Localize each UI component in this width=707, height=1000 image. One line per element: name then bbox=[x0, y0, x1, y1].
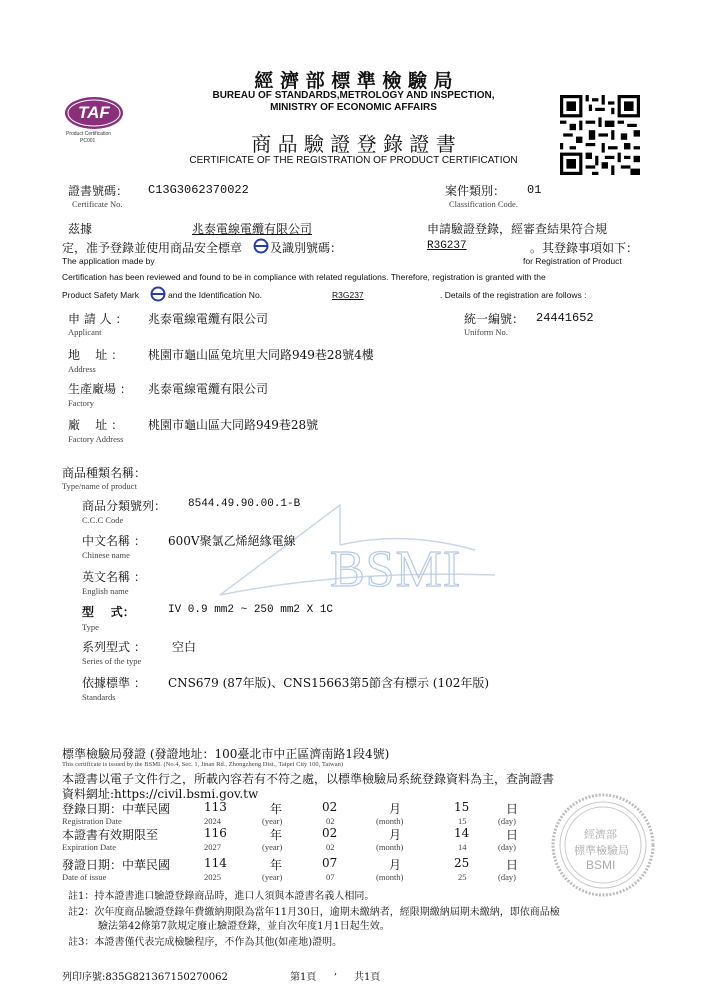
intro-line2-start: 定，准予登錄並使用商品安全標章 bbox=[62, 241, 243, 255]
taf-subtitle: Product Certification bbox=[66, 131, 112, 137]
taf-code: PC001 bbox=[80, 138, 96, 144]
query-url: 資料網址:https://civil.bsmi.gov.tw bbox=[62, 787, 259, 801]
type-label: 型 式： bbox=[82, 605, 135, 619]
ccc-code-label: 商品分類號列： bbox=[82, 499, 167, 513]
note-2-cont: 驗法第42條第7款規定廢止驗證登錄，並自次年度1月1日起生效。 bbox=[98, 921, 390, 932]
date-unit-year_en: (year) bbox=[262, 872, 283, 882]
bsmi-watermark-text: BSMI bbox=[330, 541, 462, 598]
ccc-code-value: 8544.49.90.00.1-B bbox=[188, 498, 301, 510]
date-row-value-y: 114 bbox=[204, 856, 227, 870]
factory-value: 兆泰電線電纜有限公司 bbox=[148, 382, 269, 396]
date-unit-day_en: (day) bbox=[498, 842, 516, 852]
address-value: 桃園市龜山區兔坑里大同路949巷28號4樓 bbox=[148, 348, 374, 362]
classification-en: Classification Code. bbox=[449, 199, 518, 209]
certificate-title-zh: 商 品 驗 證 登 錄 證 書 bbox=[251, 132, 456, 156]
bureau-title-en-2: MINISTRY OF ECONOMIC AFFAIRS bbox=[270, 102, 437, 113]
applicant-label: 申 請 人 ： bbox=[68, 312, 128, 326]
date-unit-month_en: (month) bbox=[376, 842, 404, 852]
page-number: 第1頁 bbox=[290, 972, 317, 983]
chinese-name-value: 600V聚氯乙烯絕緣電線 bbox=[168, 534, 296, 548]
issuer-line-en: This certificate is issued by the BSMI. (No.4, Sec. 1, Jinan Rd., Zhongzheng Dist., Taipei City 100, Taiwan) bbox=[62, 761, 344, 768]
classification-label: 案件類別： bbox=[445, 184, 506, 198]
intro-line1-end: 申請驗證登錄，經審查結果符合規 bbox=[427, 222, 608, 236]
classification-value: 01 bbox=[527, 183, 542, 197]
intro-en-line3-mid: and the Identification No. bbox=[168, 290, 263, 300]
product-type-en: Type/name of product bbox=[62, 481, 137, 491]
certificate-no-en: Certificate No. bbox=[72, 199, 123, 209]
bureau-title-en-1: BUREAU OF STANDARDS,METROLOGY AND INSPECTION, bbox=[212, 90, 495, 101]
date-unit-year: 年 bbox=[270, 828, 283, 842]
safety-mark-icon-en bbox=[150, 286, 166, 302]
date-row-value-d: 25 bbox=[454, 856, 470, 870]
chinese-name-en: Chinese name bbox=[82, 550, 130, 560]
date-row-en-m_en: 02 bbox=[326, 842, 335, 852]
address-label: 地 址 ： bbox=[68, 348, 124, 362]
date-row-en-m_en: 02 bbox=[326, 816, 335, 826]
date-row-en-y_ad: 2024 bbox=[204, 816, 221, 826]
date-unit-day: 日 bbox=[506, 802, 519, 816]
taf-logo-text: TAF bbox=[78, 103, 110, 122]
date-row-en-en: Registration Date bbox=[62, 816, 122, 826]
date-row-value-d: 14 bbox=[454, 826, 470, 840]
issuer-line: 標準檢驗局發證 (發證地址：100臺北市中正區濟南路1段4號) bbox=[62, 747, 390, 761]
intro-identification-no: R3G237 bbox=[427, 240, 467, 252]
date-row-en-d_en: 15 bbox=[458, 816, 467, 826]
date-row-value-d: 15 bbox=[454, 800, 470, 814]
bureau-title-zh: 經 濟 部 標 準 檢 驗 局 bbox=[254, 70, 453, 92]
factory-label: 生產廠場 ： bbox=[68, 382, 132, 396]
date-unit-day: 日 bbox=[506, 828, 519, 842]
page-total: 共1頁 bbox=[354, 972, 381, 983]
seal-text-middle: 標準檢驗局 bbox=[574, 844, 629, 857]
safety-mark-icon bbox=[253, 238, 269, 254]
date-unit-year_en: (year) bbox=[262, 816, 283, 826]
intro-en-line3-start: Product Safety Mark bbox=[62, 290, 140, 300]
intro-en-identification-no: R3G237 bbox=[332, 290, 364, 300]
uniform-no-en: Uniform No. bbox=[464, 327, 508, 337]
standards-value: CNS679 (87年版)、CNS15663第5節含有標示 (102年版) bbox=[168, 676, 490, 690]
date-row-en-en: Date of issue bbox=[62, 872, 107, 882]
standards-en: Standards bbox=[82, 692, 116, 702]
date-row-en-m_en: 07 bbox=[326, 872, 335, 882]
intro-en-line3-end: . Details of the registration are follows : bbox=[440, 290, 587, 300]
date-unit-day_en: (day) bbox=[498, 872, 516, 882]
date-unit-month_en: (month) bbox=[376, 872, 404, 882]
factory-address-en: Factory Address bbox=[68, 434, 124, 444]
date-row-value-m: 07 bbox=[322, 856, 338, 870]
page-separator: , bbox=[334, 966, 338, 977]
date-row-en-d_en: 14 bbox=[458, 842, 467, 852]
date-unit-day_en: (day) bbox=[498, 816, 516, 826]
seal-text-top: 經濟部 bbox=[584, 828, 617, 841]
date-row-value-m: 02 bbox=[322, 800, 338, 814]
english-name-label: 英文名稱 ： bbox=[82, 570, 146, 584]
date-unit-month: 月 bbox=[389, 858, 402, 872]
address-en: Address bbox=[68, 364, 96, 374]
date-unit-year: 年 bbox=[270, 802, 283, 816]
uniform-no-value: 24441652 bbox=[536, 311, 594, 325]
factory-address-value: 桃園市龜山區大同路949巷28號 bbox=[148, 418, 319, 432]
factory-address-label: 廠 址 ： bbox=[68, 418, 124, 432]
intro-en-line1-start: The application made by bbox=[62, 256, 155, 266]
type-value: IV 0.9 mm2 ~ 250 mm2 X 1C bbox=[168, 604, 334, 616]
intro-line2-mid: 及識別號碼： bbox=[270, 241, 343, 255]
date-unit-month: 月 bbox=[389, 802, 402, 816]
uniform-no-label: 統一編號： bbox=[464, 312, 525, 326]
series-value: 空白 bbox=[172, 640, 197, 654]
date-row-value-y: 113 bbox=[204, 800, 227, 814]
date-row-label: 本證書有效期限至 bbox=[62, 828, 159, 842]
date-unit-year_en: (year) bbox=[262, 842, 283, 852]
type-en: Type bbox=[82, 622, 99, 632]
ccc-code-en: C.C.C Code bbox=[82, 515, 124, 525]
certificate-no-value: C13G3062370022 bbox=[148, 183, 249, 197]
print-serial: 列印序號:835G821367150270062 bbox=[62, 972, 228, 983]
date-row-en-d_en: 25 bbox=[458, 872, 467, 882]
date-row-en-y_ad: 2025 bbox=[204, 872, 221, 882]
series-label: 系列型式 ： bbox=[82, 640, 146, 654]
date-row-label: 發證日期：中華民國 bbox=[62, 858, 171, 872]
english-name-en: English name bbox=[82, 586, 129, 596]
applicant-value: 兆泰電線電纜有限公司 bbox=[148, 312, 269, 326]
series-en: Series of the type bbox=[82, 656, 142, 666]
product-type-label: 商品種類名稱： bbox=[62, 466, 147, 480]
date-row-label: 登錄日期：中華民國 bbox=[62, 802, 171, 816]
certificate-title-en: CERTIFICATE OF THE REGISTRATION OF PRODUCT CERTIFICATION bbox=[189, 155, 518, 166]
standards-label: 依據標準 ： bbox=[82, 676, 146, 690]
date-row-en-y_ad: 2027 bbox=[204, 842, 221, 852]
certificate-no-label: 證書號碼： bbox=[68, 184, 129, 198]
date-unit-year: 年 bbox=[270, 858, 283, 872]
applicant-en: Applicant bbox=[68, 327, 102, 337]
date-row-value-y: 116 bbox=[204, 826, 227, 840]
date-row-en-en: Expiration Date bbox=[62, 842, 117, 852]
note-2: 註2：次年度商品驗證登錄年費繳納期限為當年11月30日，逾期未繳納者，經限期繳納屆期未繳納，即依商品檢 bbox=[68, 907, 560, 918]
date-unit-month_en: (month) bbox=[376, 816, 404, 826]
qr-code-icon bbox=[560, 95, 640, 175]
chinese-name-label: 中文名稱 ： bbox=[82, 534, 146, 548]
intro-line1-start: 茲據 bbox=[68, 222, 93, 236]
date-unit-day: 日 bbox=[506, 858, 519, 872]
note-1: 註1：持本證書進口驗證登錄商品時，進口人須與本證書名義人相同。 bbox=[68, 891, 375, 902]
date-unit-month: 月 bbox=[389, 828, 402, 842]
intro-line2-end: 。其登錄事項如下： bbox=[530, 241, 639, 255]
date-row-value-m: 02 bbox=[322, 826, 338, 840]
seal-text-bottom: BSMI bbox=[586, 858, 616, 872]
note-3: 註3：本證書僅代表完成檢驗程序，不作為其他(如產地)證明。 bbox=[68, 937, 343, 948]
intro-en-line1-end: for Registration of Product bbox=[523, 256, 622, 266]
intro-company-name: 兆泰電線電纜有限公司 bbox=[192, 222, 313, 236]
factory-en: Factory bbox=[68, 398, 94, 408]
intro-en-line2: Certification has been reviewed and found to be in compliance with related regulations. Therefore, registration is granted with the bbox=[62, 272, 546, 282]
electronic-doc-note: 本證書以電子文件行之，所載內容若有不符之處，以標準檢驗局系統登錄資料為主，查詢證書 bbox=[62, 772, 555, 786]
